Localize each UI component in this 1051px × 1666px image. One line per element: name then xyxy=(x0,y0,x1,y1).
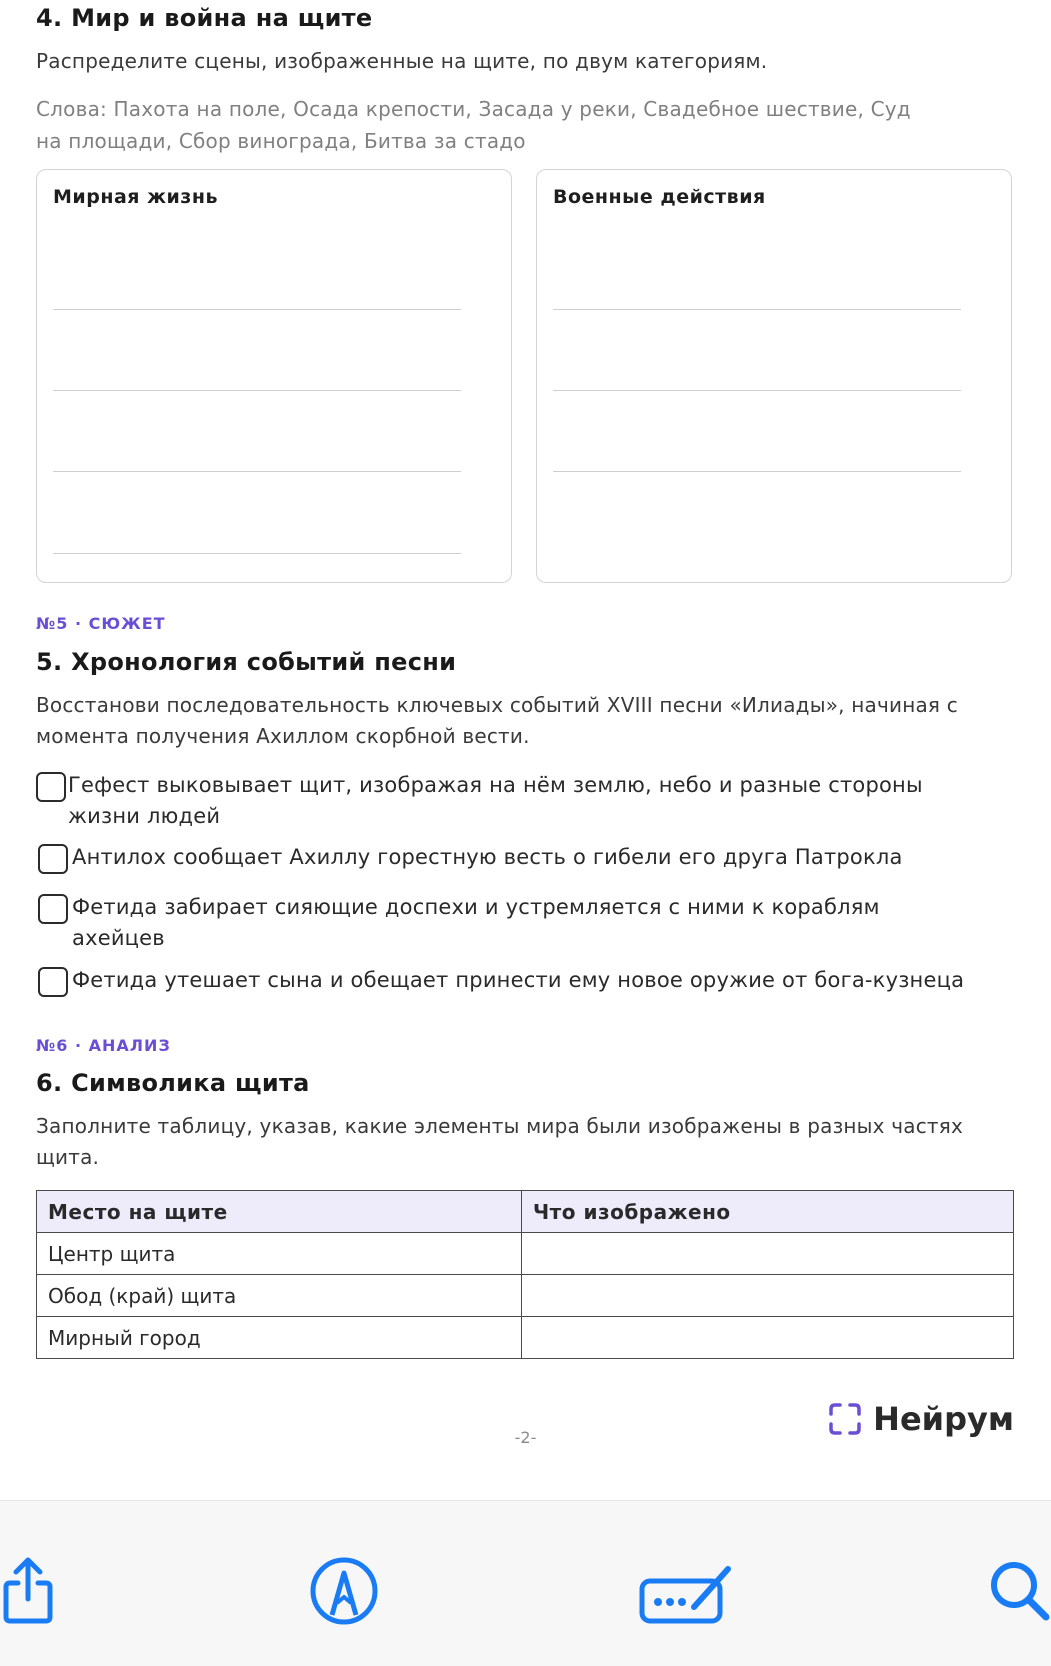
page-number: -2- xyxy=(514,1428,537,1447)
answer-cell[interactable] xyxy=(522,1275,1014,1317)
chronology-item-line: Фетида утешает сына и обещает принести ему новое оружие от бога-кузнеца xyxy=(72,968,965,992)
table-header-row xyxy=(37,1191,1014,1233)
section4-words-line2: на площади, Сбор винограда, Битва за стадо xyxy=(36,129,526,153)
chronology-item-line: жизни людей xyxy=(68,804,221,828)
section4-instruction: Распределите сцены, изображенные на щите, по двум категориям. xyxy=(36,49,768,73)
answer-line[interactable] xyxy=(53,309,461,310)
peaceful-life-title: Мирная жизнь xyxy=(53,186,218,208)
bottom-toolbar xyxy=(0,1500,1051,1666)
chronology-item-line: Антилох сообщает Ахиллу горестную весть о гибели его друга Патрокла xyxy=(72,845,903,869)
section5-instruction-line2: момента получения Ахиллом скорбной вести. xyxy=(36,724,530,748)
place-cell: Центр щита xyxy=(37,1233,522,1275)
column-header-place: Место на щите xyxy=(37,1191,522,1233)
peaceful-life-box xyxy=(36,169,512,583)
answer-line[interactable] xyxy=(53,471,461,472)
chronology-checkbox[interactable] xyxy=(38,894,68,924)
answer-line[interactable] xyxy=(53,553,461,554)
place-cell: Мирный город xyxy=(37,1317,522,1359)
section4-words-line1: Слова: Пахота на поле, Осада крепости, Засада у реки, Свадебное шествие, Суд xyxy=(36,97,911,121)
answer-line[interactable] xyxy=(553,309,961,310)
keyboard-edit-icon xyxy=(636,1555,736,1627)
section5-heading: 5. Хронология событий песни xyxy=(36,648,457,676)
symbolism-table xyxy=(36,1190,1014,1359)
place-cell: Обод (край) щита xyxy=(37,1275,522,1317)
share-icon xyxy=(0,1555,60,1627)
section6-instruction-line2: щита. xyxy=(36,1145,100,1169)
table-row xyxy=(37,1317,1014,1359)
brand-frame-icon xyxy=(827,1401,863,1437)
chronology-item-text xyxy=(68,770,1008,832)
search-button[interactable] xyxy=(980,1551,1051,1631)
answer-cell[interactable] xyxy=(522,1233,1014,1275)
markup-icon xyxy=(308,1555,380,1627)
brand-logo xyxy=(827,1400,1014,1438)
chronology-checkbox[interactable] xyxy=(38,967,68,997)
share-button[interactable] xyxy=(0,1551,68,1631)
chronology-item-line: Гефест выковывает щит, изображая на нём землю, небо и разные стороны xyxy=(68,773,923,797)
section6-tag: №6 · АНАЛИЗ xyxy=(36,1036,171,1055)
military-actions-title: Военные действия xyxy=(553,186,766,208)
search-icon xyxy=(984,1555,1051,1627)
military-actions-box xyxy=(536,169,1012,583)
keyboard-edit-button[interactable] xyxy=(636,1551,736,1631)
answer-line[interactable] xyxy=(553,390,961,391)
chronology-item-line: Фетида забирает сияющие доспехи и устремляется с ними к кораблям xyxy=(72,895,880,919)
section6-heading: 6. Символика щита xyxy=(36,1069,310,1097)
answer-cell[interactable] xyxy=(522,1317,1014,1359)
section4-heading: 4. Мир и война на щите xyxy=(36,4,373,32)
chronology-checkbox[interactable] xyxy=(36,772,66,802)
answer-line[interactable] xyxy=(53,390,461,391)
section5-instruction-line1: Восстанови последовательность ключевых событий XVIII песни «Илиады», начиная с xyxy=(36,693,958,717)
markup-button[interactable] xyxy=(304,1551,384,1631)
brand-name: Нейрум xyxy=(873,1400,1014,1438)
chronology-item-text xyxy=(72,842,1012,873)
table-row xyxy=(37,1275,1014,1317)
chronology-checkbox[interactable] xyxy=(38,844,68,874)
chronology-item-text xyxy=(72,965,1012,996)
section5-tag: №5 · СЮЖЕТ xyxy=(36,614,166,633)
column-header-depicted: Что изображено xyxy=(522,1191,1014,1233)
chronology-item-text xyxy=(72,892,1012,954)
table-row xyxy=(37,1233,1014,1275)
answer-line[interactable] xyxy=(553,471,961,472)
chronology-item-line: ахейцев xyxy=(72,926,165,950)
section6-instruction-line1: Заполните таблицу, указав, какие элементы мира были изображены в разных частях xyxy=(36,1114,964,1138)
